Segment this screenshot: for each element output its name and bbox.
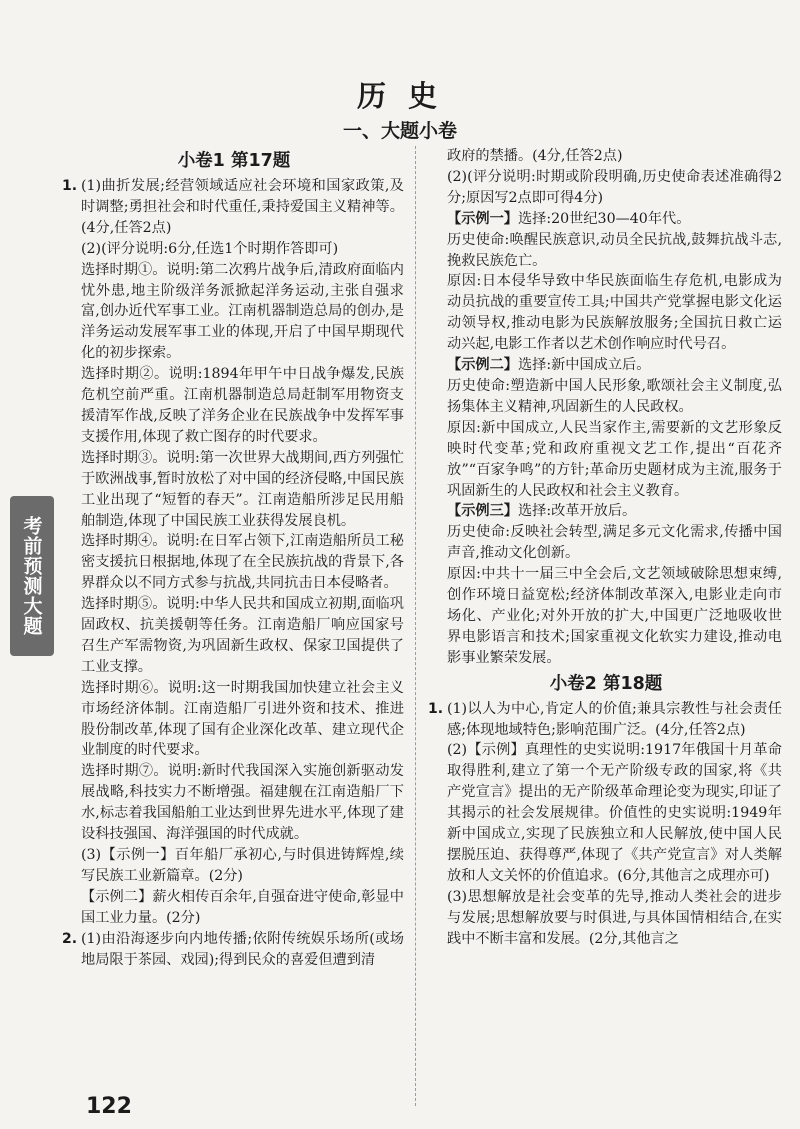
answer-period-1: 选择时期①。说明:第二次鸦片战争后,清政府面临内忧外患,地主阶级洋务派掀起洋务运动,主张自强求富,创办近代军事工业。江南机器制造总局的创办,是洋务运动发展军事工业的体现,开启了中国早期现代化的初步探索。 [81,261,404,362]
example-label: 【示例三】 [447,503,518,520]
answer-period-4: 选择时期④。说明:在日军占领下,江南造船所员工秘密支援抗日根据地,体现了在全民族抗战的背景下,各界群众以不同方式参与抗战,共同抗击日本侵略者。 [81,533,404,592]
question-number: 2. [62,930,78,947]
example-3-mission: 历史使命:反映社会转型,满足多元文化需求,传播中国声音,推动文化创新。 [447,524,782,562]
right-column [430,146,782,950]
example-3-reason: 原因:中共十一届三中全会后,文艺领域破除思想束缚,创作环境日益宽松;经济体制改革深入,电影业走向市场化、产业化;对外开放的扩大,中国更广泛地吸收世界电影语言和技术;国家重视文化软实力建设,推动电影事业繁荣发展。 [447,566,782,666]
example-3-choice [430,501,782,522]
example-text: 选择:新中国成立后。 [517,357,651,374]
example-text: 选择:20世纪30—40年代。 [517,210,691,227]
question-1-part-3-example-2: 【示例二】薪火相传百余年,自强奋进守使命,彰显中国工业力量。(2分) [81,888,404,926]
example-2-mission: 历史使命:塑造新中国人民形象,歌颂社会主义制度,弘扬集体主义精神,巩固新生的人民政权。 [447,377,782,415]
page-number: 122 [86,1094,132,1119]
question-2-part-1 [64,929,404,971]
question-1-part-2: (2)(评分说明:6分,任选1个时期作答即可) [81,240,339,257]
answer-period-6: 选择时期⑥。说明:这一时期我国加快建立社会主义市场经济体制。江南造船厂引进外资和技术、推进股份制改革,体现了国有企业深化改革、建立现代企业制度的时代要求。 [81,679,404,759]
example-1-choice [430,209,782,230]
answer-text: (1)曲折发展;经营领域适应社会环境和国家政策,及时调整;勇担社会和时代重任,秉持爱国主义精神等。(4分,任答2点) [81,178,404,236]
side-tab-label: 考前预测大题 [20,516,43,636]
answer-period-7: 选择时期⑦。说明:新时代我国深入实施创新驱动发展战略,科技实力不断增强。福建舰在江南造船厂下水,标志着我国船舶工业达到世界先进水平,体现了建设科技强国、海洋强国的时代成就。 [81,763,404,843]
example-label: 【示例一】 [447,210,518,227]
example-text: 选择:改革开放后。 [517,503,637,520]
question-2-part-2: (2)(评分说明:时期或阶段明确,历史使命表述准确得2分;原因写2点即可得4分) [447,168,782,206]
question-number: 1. [62,178,78,194]
left-column [64,146,404,970]
example-1-reason: 原因:日本侵华导致中华民族面临生存危机,电影成为动员抗战的重要宣传工具;中国共产党掌握电影文化运动领导权,推动电影为民族解放服务;全国抗日救亡运动兴起,电影工作者以艺术创作响应时代号召。 [447,273,782,353]
continued-text: 政府的禁播。(4分,任答2点) [447,148,623,164]
example-2-reason: 原因:新中国成立,人民当家作主,需要新的文艺形象反映时代变革;党和政府重视文艺工作,提出“百花齐放”“百家争鸣”的方针;革命历史题材成为主流,服务于巩固新生的人民政权和社会主义教育。 [447,419,782,499]
answer-period-2: 选择时期②。说明:1894年甲午中日战争爆发,民族危机空前严重。江南机器制造总局赶制军用物资支援清军作战,反映了洋务企业在民族战争中发挥军事支援作用,体现了救亡图存的时代要求。 [81,366,404,445]
answer-period-5: 选择时期⑤。说明:中华人民共和国成立初期,面临巩固政权、抗美援朝等任务。江南造船厂响应国家号召生产军需物资,为巩固新生政权、保家卫国提供了工业支撑。 [81,596,404,675]
example-1-mission: 历史使命:唤醒民族意识,动员全民抗战,鼓舞抗战斗志,挽救民族危亡。 [447,231,782,269]
example-label: 【示例二】 [447,357,518,374]
question-1-part-1 [64,176,404,239]
question-1-part-2: (2)【示例】真理性的史实说明:1917年俄国十月革命取得胜利,建立了第一个无产阶级专政的国家,将《共产党宣言》提出的无产阶级革命理论变为现实,印证了其揭示的社会发展规律。价值性的史实说明:1949年新中国成立,实现了民族独立和人民解放,使中国人民摆脱压迫、获得尊严,体现了《共产党宣言》对人类解放和人文关怀的价值追求。(6分,其他言之成理亦可) [447,742,782,884]
section-heading-18: 小卷2 第18题 [549,673,663,694]
question-1-part-3: (3)【示例一】百年船厂承初心,与时俱进铸辉煌,续写民族工业新篇章。(2分) [81,847,404,884]
question-1-part-3: (3)思想解放是社会变革的先导,推动人类社会的进步与发展;思想解放要与时俱进,与具体国情相结合,在实践中不断丰富和发展。(2分,其他言之 [447,888,782,947]
question-number: 1. [428,700,444,717]
page-subtitle: 一、大题小卷 [342,120,457,142]
answer-text: (1)以人为中心,肯定人的价值;兼具宗教性与社会责任感;体现地域特色;影响范围广泛。(4分,任答2点) [447,700,782,738]
page-title: 历 史 [356,79,444,113]
answer-text: (1)由沿海逐步向内地传播;依附传统娱乐场所(或场地局限于茶园、戏园);得到民众的喜爱但遭到清 [81,930,404,968]
side-tab [10,496,54,656]
example-2-choice [430,355,782,376]
answer-period-3: 选择时期③。说明:第一次世界大战期间,西方列强忙于欧洲战事,暂时放松了对中国的经济侵略,中国民族工业出现了“短暂的春天”。江南造船所涉足民用船舶制造,体现了中国民族工业获得发展良机。 [81,449,404,529]
section-heading-17: 小卷1 第17题 [177,151,291,171]
question-1-part-1 [430,699,782,741]
column-divider [415,146,416,1106]
